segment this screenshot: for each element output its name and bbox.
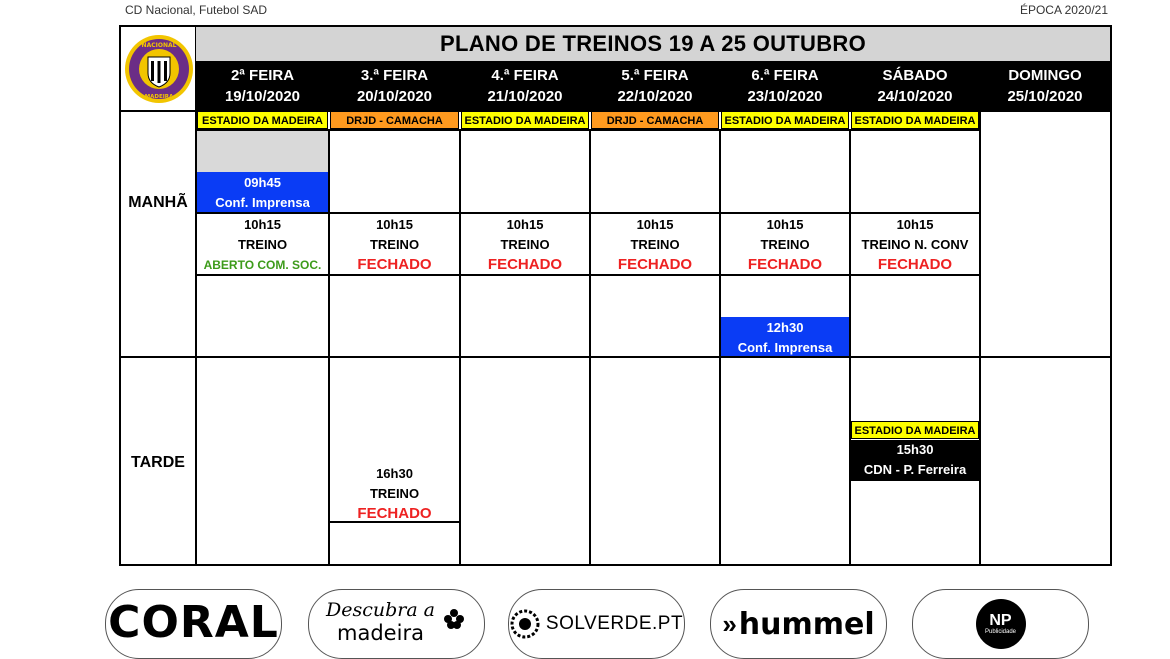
plan-title: PLANO DE TREINOS 19 A 25 OUTUBRO: [196, 27, 1110, 63]
session-tue-afternoon: 16h30 TREINO FECHADO: [357, 466, 432, 522]
venue-tue: DRJD - CAMACHA: [330, 111, 459, 129]
season-label: ÉPOCA 2020/21: [1019, 3, 1108, 17]
venue-fri: ESTADIO DA MADEIRA: [721, 111, 849, 129]
session-tue: 10h15 TREINO FECHADO: [357, 217, 432, 273]
day-header-sat: SÁBADO 24/10/2020: [850, 61, 980, 111]
session-wed: 10h15 TREINO FECHADO: [487, 217, 563, 273]
np-logo: NP Publicidade: [976, 599, 1026, 649]
day-header-wed: 4.ª FEIRA 21/10/2020: [460, 61, 590, 111]
club-crest-icon: [122, 27, 196, 111]
sponsor-np[interactable]: [912, 589, 1089, 659]
venue-thu: DRJD - CAMACHA: [591, 111, 719, 129]
grid-line: [849, 129, 851, 565]
logo-area: [122, 27, 196, 111]
venue-sat-afternoon: ESTADIO DA MADEIRA: [851, 421, 979, 439]
grid-line: [119, 110, 1112, 112]
org-name: CD Nacional, Futebol SAD: [125, 3, 268, 17]
session-sat: 10h15 TREINO N. CONV FECHADO: [861, 217, 969, 273]
sponsor-hummel[interactable]: » hummel: [710, 589, 887, 659]
session-fri: 10h15 TREINO FECHADO: [747, 217, 823, 273]
venue-sat: ESTADIO DA MADEIRA: [851, 111, 979, 129]
grid-line: [589, 129, 591, 565]
sponsor-madeira[interactable]: Descubra a madeira: [308, 589, 485, 659]
sponsor-solverde[interactable]: SOLVERDE.PT: [508, 589, 685, 659]
venue-mon: ESTADIO DA MADEIRA: [197, 111, 328, 129]
sun-icon: [510, 609, 540, 639]
grid-line: [459, 129, 461, 565]
press-conference-mon: 09h45 Conf. Imprensa: [197, 172, 328, 212]
empty-slot-grey: [197, 131, 328, 172]
sponsor-coral[interactable]: [105, 589, 282, 659]
match-block: 15h30 CDN - P. Ferreira: [851, 440, 979, 481]
grid-line: [119, 356, 1112, 358]
chevrons-icon: »: [722, 608, 737, 639]
press-conference-fri: 12h30 Conf. Imprensa: [721, 317, 849, 356]
day-header-tue: 3.ª FEIRA 20/10/2020: [329, 61, 460, 111]
svg-text:MADEIRA: MADEIRA: [144, 94, 174, 100]
period-afternoon: TARDE: [131, 454, 185, 471]
flower-icon: [441, 606, 467, 632]
session-thu: 10h15 TREINO FECHADO: [617, 217, 693, 273]
period-morning: MANHÃ: [128, 194, 188, 211]
day-header-thu: 5.ª FEIRA 22/10/2020: [590, 61, 720, 111]
sponsor-coral-logo: CORAL: [108, 596, 279, 648]
grid-line: [979, 111, 981, 565]
day-header-fri: 6.ª FEIRA 23/10/2020: [720, 61, 850, 111]
session-mon: 10h15 TREINO ABERTO COM. SOC.: [203, 217, 322, 272]
day-header-mon: 2ª FEIRA 19/10/2020: [196, 61, 329, 111]
svg-text:NACIONAL: NACIONAL: [141, 42, 177, 49]
venue-wed: ESTADIO DA MADEIRA: [461, 111, 589, 129]
day-header-sun: DOMINGO 25/10/2020: [980, 61, 1110, 111]
